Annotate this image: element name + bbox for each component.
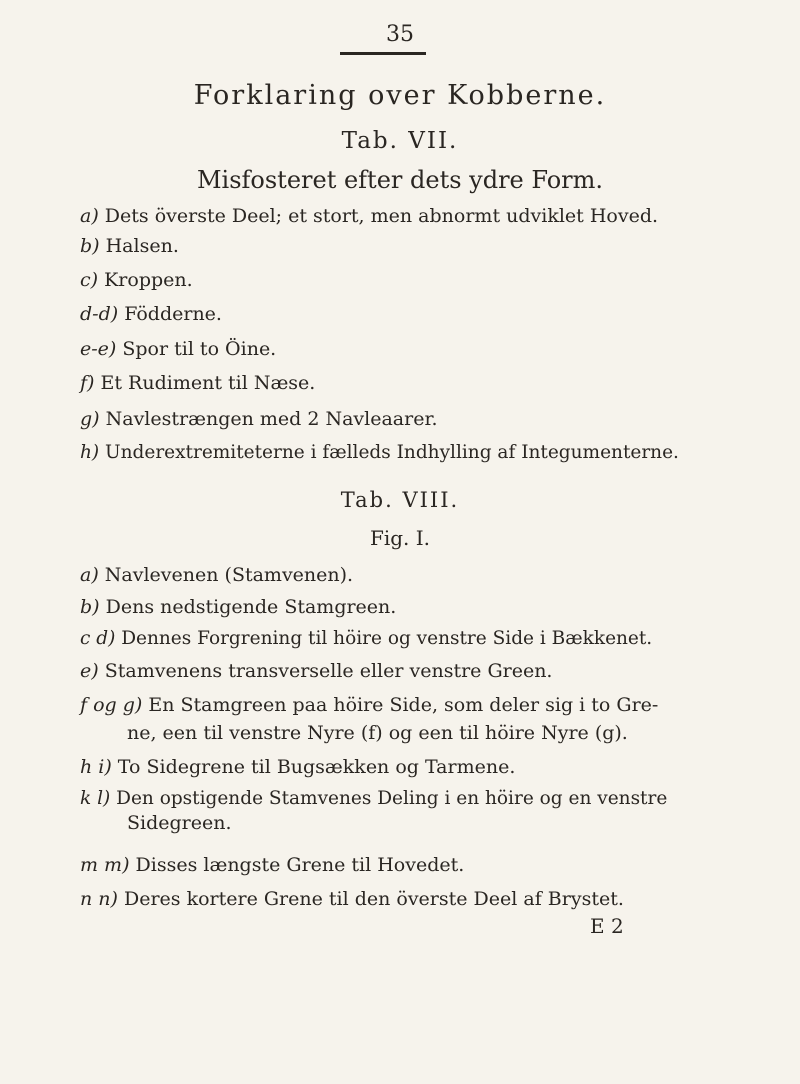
- item-text: Navlevenen (Stamvenen).: [98, 564, 354, 586]
- tab-vii-subtitle: Misfosteret efter dets ydre Form.: [196, 166, 604, 194]
- item-key: d-d): [80, 303, 119, 325]
- continuation-line: ne, een til venstre Nyre (f) og een til höire Nyre (g).: [127, 722, 628, 744]
- list-item: [80, 624, 780, 654]
- page-number: 35: [386, 22, 414, 47]
- item-key: n n): [80, 888, 118, 910]
- item-key: a): [80, 564, 99, 586]
- page-title: Forklaring over Kobberne.: [193, 80, 607, 111]
- item-text: To Sidegrene til Bugsækken og Tarmene.: [111, 756, 516, 778]
- item-key: b): [80, 235, 100, 257]
- tab-vii-heading: Tab. VII.: [341, 128, 459, 154]
- list-item: [80, 560, 780, 590]
- list-item: [80, 299, 780, 329]
- list-item: [80, 656, 780, 686]
- item-key: a): [80, 205, 99, 227]
- list-item: [80, 752, 780, 782]
- item-text: Dets överste Deel; et stort, men abnormt udviklet Hoved.: [98, 205, 659, 227]
- list-item: [80, 265, 780, 295]
- item-text: Dennes Forgrening til höire og venstre Side i Bækkenet.: [115, 628, 653, 649]
- fig-i-heading: Fig. I.: [369, 526, 431, 550]
- item-key: f og g): [80, 694, 143, 716]
- signature-mark: E 2: [590, 914, 624, 938]
- item-key: b): [80, 596, 100, 618]
- item-key: g): [80, 408, 100, 430]
- item-key: m m): [80, 854, 130, 876]
- item-key: c): [80, 269, 99, 291]
- item-text: Den opstigende Stamvenes Deling i en höire og en venstre: [110, 788, 668, 809]
- item-text: Halsen.: [99, 235, 179, 257]
- continuation-line: Sidegreen.: [127, 812, 232, 834]
- item-key: e-e): [80, 338, 117, 360]
- item-key: k l): [80, 788, 111, 809]
- list-item: [80, 334, 780, 364]
- list-item: [80, 368, 780, 398]
- item-text: Kroppen.: [98, 269, 193, 291]
- item-text: Deres kortere Grene til den överste Deel af Brystet.: [117, 888, 624, 910]
- item-text: Födderne.: [118, 303, 222, 325]
- item-key: h i): [80, 756, 112, 778]
- list-item: [80, 201, 780, 231]
- list-item: [80, 884, 780, 914]
- list-item: [80, 850, 780, 880]
- item-text: En Stamgreen paa höire Side, som deler sig i to Gre-: [142, 694, 659, 716]
- item-text: Underextremiteterne i fælleds Indhylling af Integumenterne.: [99, 442, 679, 463]
- item-key: h): [80, 442, 100, 463]
- list-item: [80, 231, 780, 261]
- tab-viii-heading: Tab. VIII.: [340, 488, 460, 512]
- list-item: [80, 438, 780, 468]
- page-number-rule: [340, 52, 426, 55]
- list-item: [80, 404, 780, 434]
- item-key: e): [80, 660, 99, 682]
- item-text: Navlestrængen med 2 Navleaarer.: [99, 408, 438, 430]
- list-item: [80, 690, 780, 720]
- item-text: Spor til to Öine.: [116, 338, 277, 360]
- item-text: Disses længste Grene til Hovedet.: [129, 854, 465, 876]
- item-key: f): [80, 372, 95, 394]
- item-key: c d): [80, 628, 116, 649]
- list-item: [80, 784, 780, 814]
- item-text: Stamvenens transverselle eller venstre Green.: [98, 660, 553, 682]
- item-text: Et Rudiment til Næse.: [94, 372, 316, 394]
- item-text: Dens nedstigende Stamgreen.: [99, 596, 397, 618]
- list-item: [80, 592, 780, 622]
